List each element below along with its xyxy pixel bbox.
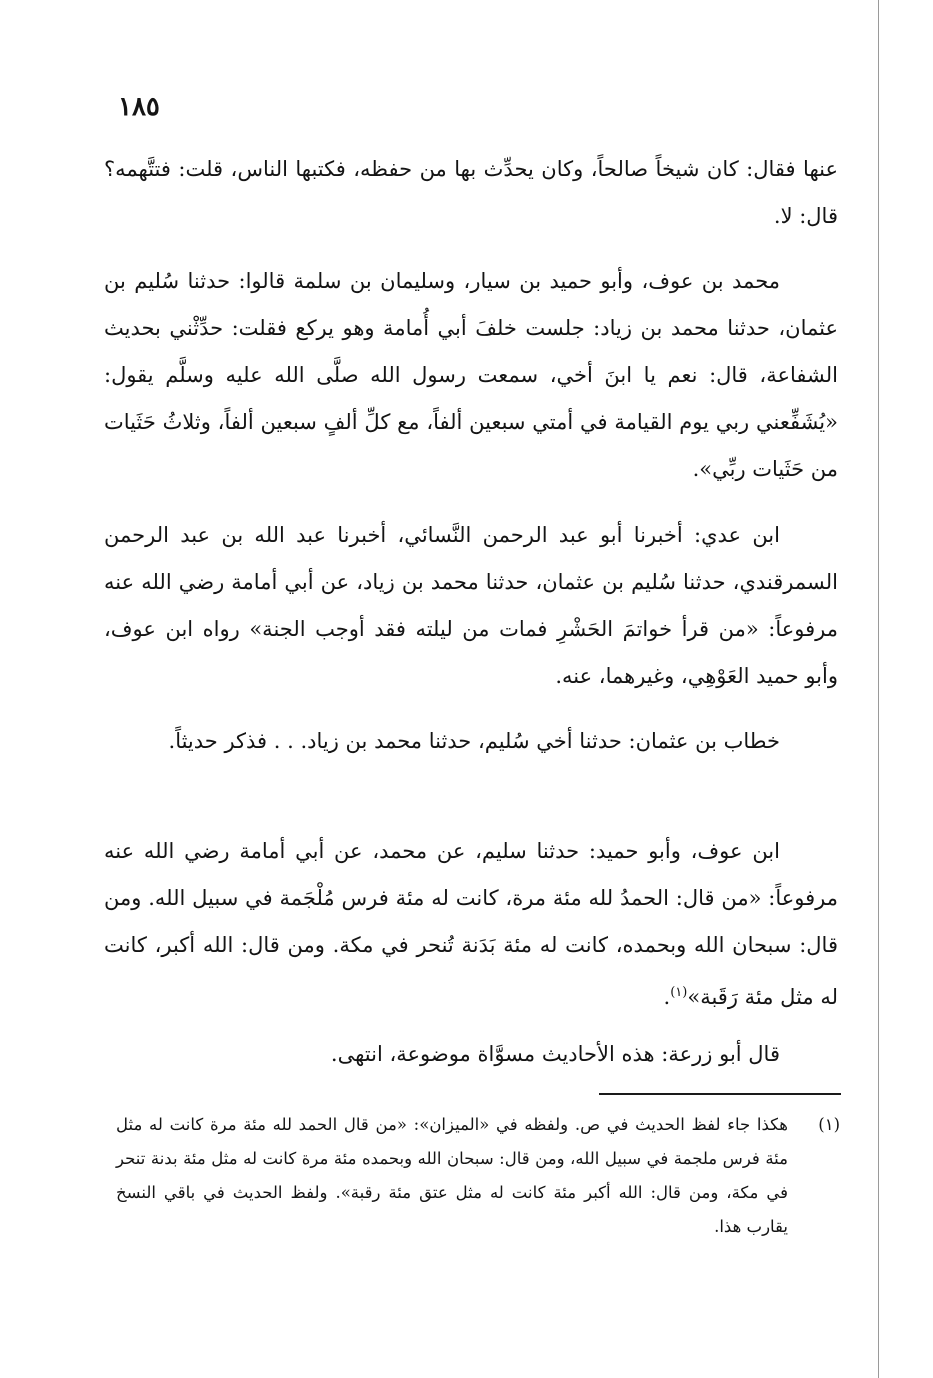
footnote-reference: (١) [670,985,688,1000]
paragraph-3 [104,512,838,700]
paragraph-4-text: خطاب بن عثمان: حدثنا أخي سُليم، حدثنا محمد بن زياد. . . فذكر حديثاً. [168,729,780,753]
paragraph-2 [104,258,838,493]
page-number: ١٨٥ [118,92,160,122]
paragraph-1-text: عنها فقال: كان شيخاً صالحاً، وكان يحدِّث بها من حفظه، فكتبها الناس، قلت: فتتَّهمه؟ قال: لا. [104,157,838,228]
paragraph-6-text: قال أبو زرعة: هذه الأحاديث مسوَّاة موضوعة، انتهى. [330,1042,780,1066]
footnote-separator [599,1093,841,1095]
page-edge-line [878,0,879,1378]
paragraph-6 [104,1031,838,1078]
paragraph-5 [104,828,838,1021]
paragraph-4 [104,718,838,765]
footnote-text: هكذا جاء لفظ الحديث في ص. ولفظه في «الميزان»: «من قال الحمد لله مئة مرة كانت له مثل مئة فرس ملجمة في سبيل الله، ومن قال: سبحان الله وبحمده مئة مرة كانت له مثل مئة بدنة تنحر في مكة، ومن قال: الله أكبر مئة كانت له مثل عتق مئة رقبة». ولفظ الحديث في باقي النسخ يقارب هذا. [116,1115,788,1236]
footnote-marker: (١) [818,1115,840,1134]
paragraph-2-text: محمد بن عوف، وأبو حميد بن سيار، وسليمان بن سلمة قالوا: حدثنا سُليم بن عثمان، حدثنا محمد بن زياد: جلست خلفَ أبي أُمامة وهو يركع فقلت: حدِّثْني بحديث الشفاعة، قال: نعم يا ابنَ أخي، سمعت رسول الله صلَّى الله عليه وسلَّم يقول: «يُشَفِّعني ربي يوم القيامة في أمتي سبعين ألفاً، مع كلِّ ألفٍ سبعين ألفاً، وثلاثُ حَثَيات من حَثَيات ربِّي». [104,269,838,481]
paragraph-3-text: ابن عدي: أخبرنا أبو عبد الرحمن النَّسائي، أخبرنا عبد الله بن عبد الرحمن السمرقندي، حدثنا سُليم بن عثمان، حدثنا محمد بن زياد، عن أبي أمامة رضي الله عنه مرفوعاً: «من قرأ خواتمَ الحَشْرِ فمات من ليلته فقد أوجب الجنة» رواه ابن عوف، وأبو حميد العَوْهِي، وغيرهما، عنه. [104,523,838,688]
paragraph-1 [104,146,838,240]
footnote [116,1108,840,1258]
paragraph-5-body: ابن عوف، وأبو حميد: حدثنا سليم، عن محمد، عن أبي أمامة رضي الله عنه مرفوعاً: «من قال: الحمدُ لله مئة مرة، كانت له مئة فرس مُلْجَمة في سبيل الله. ومن قال: سبحان الله وبحمده، كانت له مئة بَدَنة تُنحر في مكة. ومن قال: الله أكبر، كانت له مثل مئة رَقَبة» [104,839,839,1009]
paragraph-5-text: ابن عوف، وأبو حميد: حدثنا سليم، عن محمد، عن أبي أمامة رضي الله عنه مرفوعاً: «من قال: الحمدُ لله مئة مرة، كانت له مئة فرس مُلْجَمة في سبيل الله. ومن قال: سبحان الله وبحمده، كانت له مئة بَدَنة تُنحر في مكة. ومن قال: الله أكبر، كانت له مثل مئة رَقَبة»$^{(١)}$. [104,839,839,1009]
